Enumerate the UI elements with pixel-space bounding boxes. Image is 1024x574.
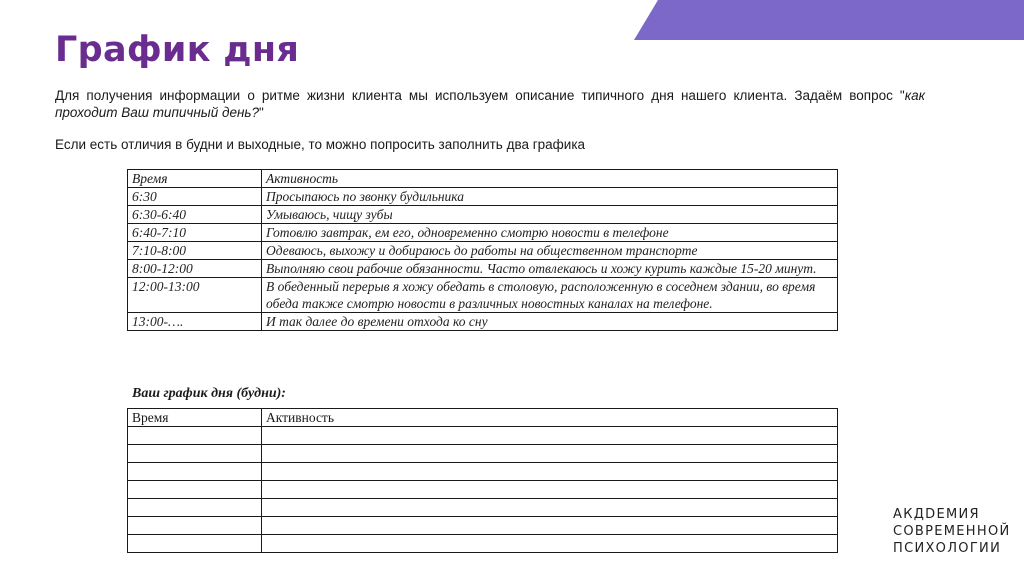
- intro-text-end: ": [259, 104, 264, 120]
- form-header-activity: Активность: [262, 409, 838, 427]
- form-time-cell[interactable]: [128, 499, 262, 517]
- page-title: График дня: [55, 30, 300, 70]
- form-empty-row: [128, 481, 838, 499]
- activity-cell: Просыпаюсь по звонку будильника: [262, 188, 838, 206]
- table-row: [128, 188, 838, 206]
- table-row: [128, 313, 838, 331]
- logo-line: ПСИХОЛОГИИ: [893, 541, 1002, 556]
- form-heading: Ваш график дня (будни):: [132, 386, 286, 401]
- time-cell: 7:10-8:00: [128, 242, 262, 260]
- table-row: [128, 278, 838, 313]
- form-empty-row: [128, 427, 838, 445]
- form-time-cell[interactable]: [128, 445, 262, 463]
- form-empty-row: [128, 445, 838, 463]
- time-cell: 12:00-13:00: [128, 278, 262, 313]
- form-activity-cell[interactable]: [262, 517, 838, 535]
- example-schedule-table: [127, 169, 838, 331]
- intro-paragraph: [55, 88, 925, 121]
- form-activity-cell[interactable]: [262, 445, 838, 463]
- form-time-cell[interactable]: [128, 481, 262, 499]
- form-empty-row: [128, 517, 838, 535]
- note-text: Если есть отличия в будни и выходные, то можно попросить заполнить два графика: [55, 137, 586, 152]
- form-empty-row: [128, 535, 838, 553]
- table-header-row: [128, 170, 838, 188]
- intro-question: как проходит Ваш типичный день?: [55, 88, 925, 120]
- table-row: [128, 206, 838, 224]
- header-time: Время: [128, 170, 262, 188]
- form-activity-cell[interactable]: [262, 427, 838, 445]
- time-cell: 8:00-12:00: [128, 260, 262, 278]
- form-activity-cell[interactable]: [262, 535, 838, 553]
- activity-cell: Умываюсь, чищу зубы: [262, 206, 838, 224]
- activity-cell: И так далее до времени отхода ко сну: [262, 313, 838, 331]
- form-time-cell[interactable]: [128, 517, 262, 535]
- activity-cell: Готовлю завтрак, ем его, одновременно смотрю новости в телефоне: [262, 224, 838, 242]
- activity-cell: В обеденный перерыв я хожу обедать в столовую, расположенную в соседнем здании, во время обеда также смотрю новости в различных новостных каналах на телефоне.: [262, 278, 838, 313]
- form-activity-cell[interactable]: [262, 463, 838, 481]
- logo-line: СОВРЕМЕННОЙ: [893, 524, 1011, 539]
- table-row: [128, 224, 838, 242]
- intro-text: Для получения информации о ритме жизни клиента мы используем описание типичного дня нашего клиента. Задаём вопрос ": [55, 88, 905, 103]
- time-cell: 6:30-6:40: [128, 206, 262, 224]
- activity-cell: Выполняю свои рабочие обязанности. Часто отвлекаюсь и хожу курить каждые 15-20 минут.: [262, 260, 838, 278]
- header-activity: Активность: [262, 170, 838, 188]
- activity-cell: Одеваюсь, выхожу и добираюсь до работы на общественном транспорте: [262, 242, 838, 260]
- form-time-cell[interactable]: [128, 463, 262, 481]
- table-row: [128, 242, 838, 260]
- form-empty-row: [128, 499, 838, 517]
- form-time-cell[interactable]: [128, 535, 262, 553]
- form-time-cell[interactable]: [128, 427, 262, 445]
- academy-logo: [893, 506, 1011, 557]
- table-row: [128, 260, 838, 278]
- logo-line: АКДDЕМИЯ: [893, 507, 980, 522]
- form-header-row: [128, 409, 838, 427]
- form-activity-cell[interactable]: [262, 499, 838, 517]
- time-cell: 6:40-7:10: [128, 224, 262, 242]
- form-empty-row: [128, 463, 838, 481]
- blank-schedule-form: [127, 408, 838, 553]
- time-cell: 13:00-….: [128, 313, 262, 331]
- corner-band-shape: [634, 0, 1024, 40]
- form-header-time: Время: [128, 409, 262, 427]
- form-activity-cell[interactable]: [262, 481, 838, 499]
- time-cell: 6:30: [128, 188, 262, 206]
